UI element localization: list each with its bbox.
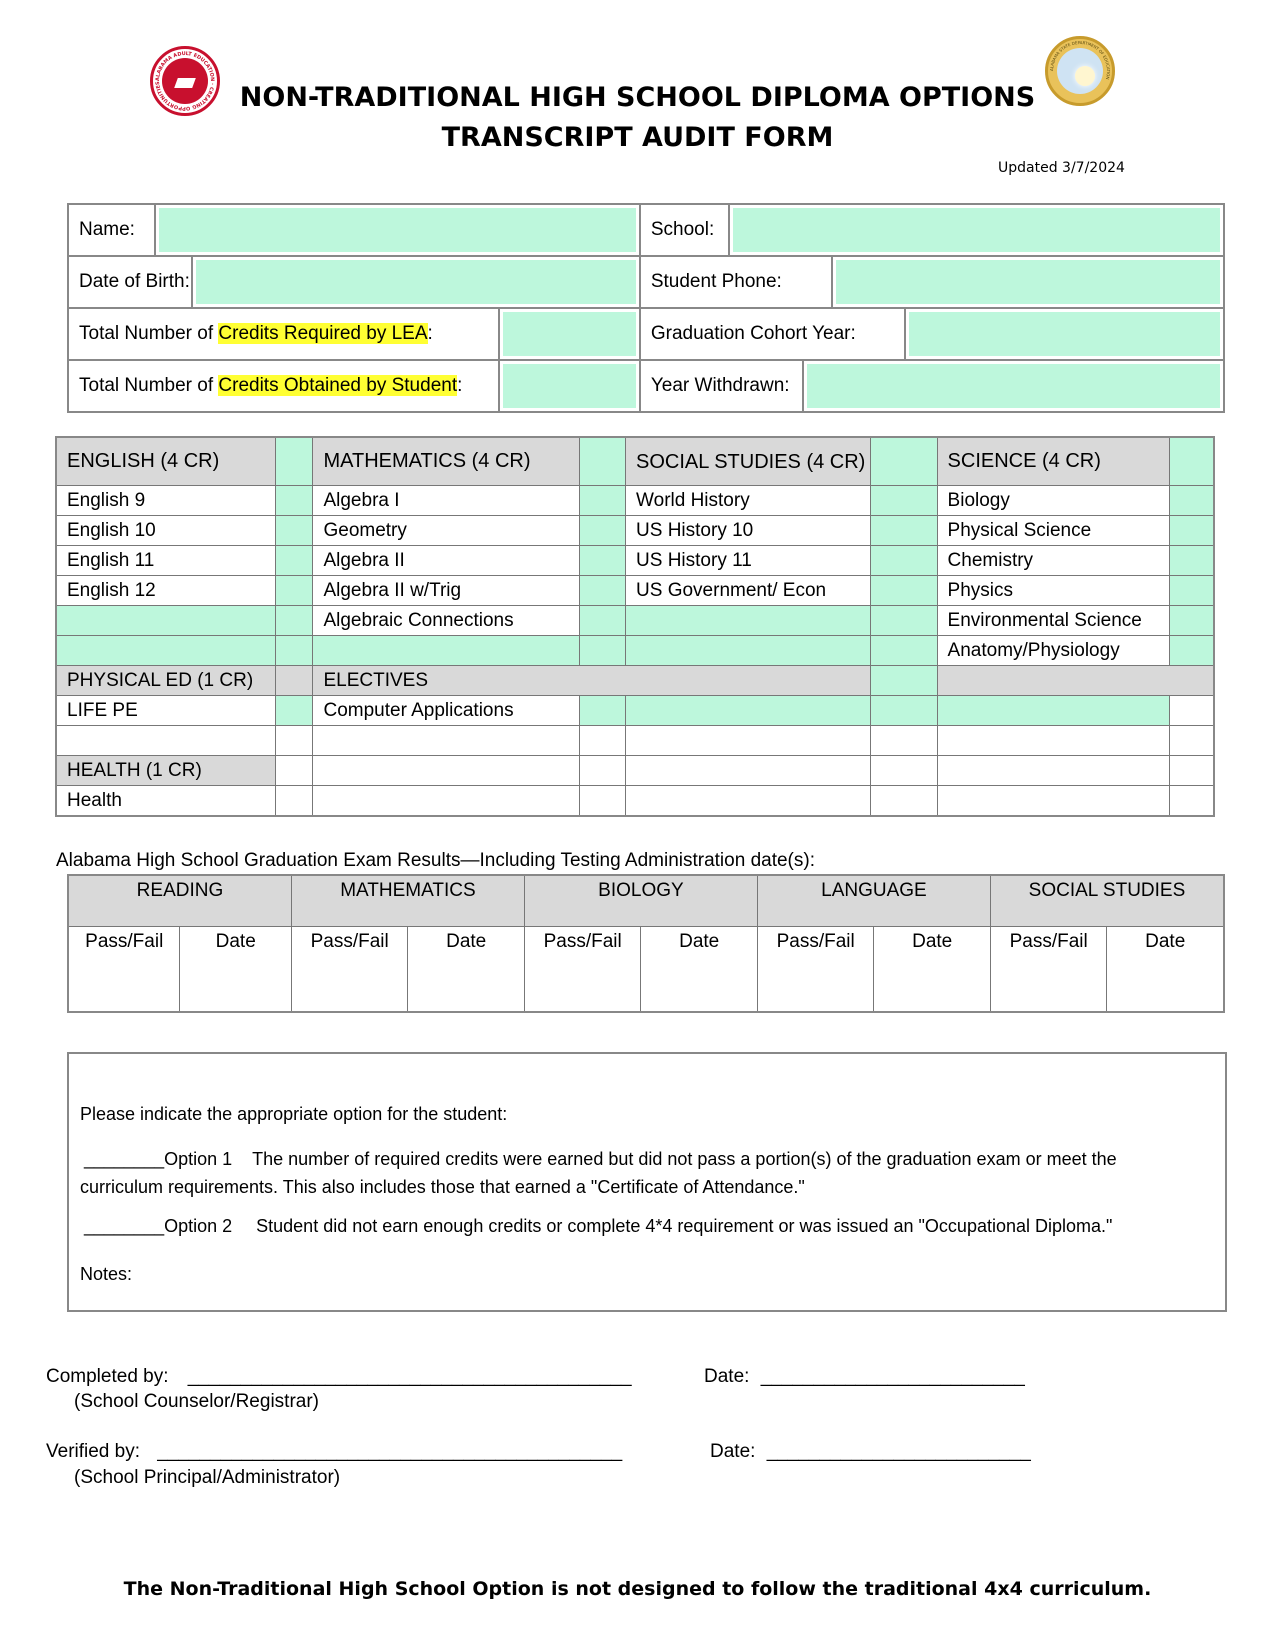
pass-fail-cell[interactable]: Pass/Fail [524, 927, 641, 1013]
credit-cell[interactable] [275, 606, 313, 636]
left-logo-text: ALABAMA ADULT EDUCATION · CREATING OPPORTUNITIES [154, 50, 216, 112]
english-extra-input[interactable] [56, 636, 275, 666]
completed-date-line [704, 1366, 1025, 1388]
english-credit-box[interactable] [275, 437, 313, 486]
social-extra-input[interactable] [626, 606, 871, 636]
course-english-12: English 12 [56, 576, 275, 606]
credit-cell[interactable] [1170, 606, 1214, 636]
footer-note: The Non-Traditional High School Option is not designed to follow the traditional 4x4 curriculum. [123, 1578, 1152, 1600]
credit-cell[interactable] [871, 516, 937, 546]
option-2-line [80, 1216, 1112, 1237]
exam-subject-mathematics: MATHEMATICS [291, 875, 524, 927]
exam-subject-social-studies: SOCIAL STUDIES [990, 875, 1224, 927]
credit-cell[interactable] [871, 576, 937, 606]
option-1-text: The number of required credits were earned but did not pass a portion(s) of the graduation exam or meet the [252, 1149, 1117, 1169]
course-us-government: US Government/ Econ [626, 576, 871, 606]
course-physical-science: Physical Science [937, 516, 1170, 546]
course-physics: Physics [937, 576, 1170, 606]
completed-by-role: (School Counselor/Registrar) [74, 1391, 319, 1412]
year-withdrawn-input[interactable] [807, 364, 1220, 408]
right-logo-text: ALABAMA STATE DEPARTMENT OF EDUCATION [1048, 39, 1112, 81]
credit-cell[interactable] [1170, 576, 1214, 606]
course-english-11: English 11 [56, 546, 275, 576]
cohort-year-label: Graduation Cohort Year: [640, 308, 905, 360]
phone-label: Student Phone: [640, 256, 832, 308]
credit-cell[interactable] [275, 636, 313, 666]
option-1-label: Option 1 [164, 1149, 233, 1169]
date-cell[interactable]: Date [180, 927, 291, 1013]
course-biology: Biology [937, 486, 1170, 516]
english-extra-input[interactable] [56, 606, 275, 636]
course-algebra-2-trig: Algebra II w/Trig [313, 576, 579, 606]
exam-subject-biology: BIOLOGY [524, 875, 757, 927]
date-cell[interactable]: Date [874, 927, 991, 1013]
course-algebra-2: Algebra II [313, 546, 579, 576]
verified-by-label: Verified by: [46, 1441, 140, 1462]
verified-date-input[interactable]: _________________________ [766, 1441, 1031, 1462]
credits-obtained-input[interactable] [503, 364, 635, 408]
elective-input[interactable] [626, 696, 871, 726]
updated-date: Updated 3/7/2024 [998, 160, 1125, 176]
verified-by-signature[interactable]: ____________________________________________ [157, 1441, 623, 1462]
cohort-year-input[interactable] [909, 312, 1220, 356]
elective-input[interactable] [937, 696, 1170, 726]
science-header: SCIENCE (4 CR) [937, 437, 1170, 486]
option-2-label: Option 2 [164, 1216, 233, 1236]
credit-cell[interactable] [1170, 546, 1214, 576]
notes-label: Notes: [80, 1264, 133, 1284]
option-1-blank[interactable]: ________ [84, 1149, 165, 1169]
page-subtitle: TRANSCRIPT AUDIT FORM [441, 122, 834, 153]
options-prompt: Please indicate the appropriate option for the student: [80, 1104, 508, 1124]
completed-date-label: Date: [704, 1366, 750, 1387]
credits-required-label: Total Number of Credits Required by LEA: [68, 308, 499, 360]
courses-table [55, 436, 1215, 817]
exam-results-table [67, 874, 1225, 1013]
verified-by-line [46, 1441, 622, 1463]
pass-fail-cell[interactable]: Pass/Fail [990, 927, 1107, 1013]
electives-header: ELECTIVES [313, 666, 871, 696]
dob-input[interactable] [196, 260, 636, 304]
date-cell[interactable]: Date [1107, 927, 1224, 1013]
credit-cell[interactable] [275, 486, 313, 516]
health-header: HEALTH (1 CR) [56, 756, 275, 786]
math-header: MATHEMATICS (4 CR) [313, 437, 579, 486]
page-title: NON-TRADITIONAL HIGH SCHOOL DIPLOMA OPTIONS [239, 82, 1036, 113]
course-algebraic-connections: Algebraic Connections [313, 606, 579, 636]
exam-subject-reading: READING [68, 875, 291, 927]
svg-text:ALABAMA STATE DEPARTMENT OF ED [1049, 40, 1111, 80]
credit-cell[interactable] [579, 636, 625, 666]
student-info-table [67, 203, 1225, 413]
course-us-history-10: US History 10 [626, 516, 871, 546]
phone-input[interactable] [836, 260, 1220, 304]
credit-cell[interactable] [579, 696, 625, 726]
course-geometry: Geometry [313, 516, 579, 546]
name-label: Name: [68, 204, 155, 256]
credit-cell[interactable] [275, 576, 313, 606]
math-extra-input[interactable] [313, 636, 579, 666]
exam-subject-language: LANGUAGE [757, 875, 990, 927]
course-health: Health [56, 786, 275, 817]
school-label: School: [640, 204, 729, 256]
dob-label: Date of Birth: [68, 256, 192, 308]
credit-cell[interactable] [871, 546, 937, 576]
math-credit-box[interactable] [579, 437, 625, 486]
course-computer-applications: Computer Applications [313, 696, 579, 726]
credit-cell[interactable] [1170, 636, 1214, 666]
completed-by-label: Completed by: [46, 1366, 169, 1387]
pe-header: PHYSICAL ED (1 CR) [56, 666, 275, 696]
credit-cell[interactable] [275, 546, 313, 576]
credit-cell[interactable] [275, 516, 313, 546]
course-english-10: English 10 [56, 516, 275, 546]
school-input[interactable] [733, 208, 1220, 252]
pass-fail-cell[interactable]: Pass/Fail [291, 927, 408, 1013]
credit-cell[interactable] [579, 486, 625, 516]
credit-cell[interactable] [579, 546, 625, 576]
credit-cell[interactable] [579, 516, 625, 546]
verified-date-line [710, 1441, 1031, 1463]
year-withdrawn-label: Year Withdrawn: [640, 360, 803, 412]
course-algebra-1: Algebra I [313, 486, 579, 516]
credit-cell[interactable] [579, 576, 625, 606]
course-life-pe: LIFE PE [56, 696, 275, 726]
credits-obtained-label: Total Number of Credits Obtained by Student: [68, 360, 499, 412]
pass-fail-cell[interactable]: Pass/Fail [757, 927, 874, 1013]
course-us-history-11: US History 11 [626, 546, 871, 576]
credit-cell[interactable] [275, 696, 313, 726]
options-box [67, 1052, 1227, 1312]
course-english-9: English 9 [56, 486, 275, 516]
option-1-text-cont: curriculum requirements. This also includes those that earned a "Certificate of Attendance." [80, 1177, 805, 1197]
course-chemistry: Chemistry [937, 546, 1170, 576]
option-1-line [80, 1149, 1117, 1170]
social-header: SOCIAL STUDIES (4 CR) [626, 437, 871, 486]
verified-by-role: (School Principal/Administrator) [74, 1467, 341, 1488]
electives-credit-box[interactable] [871, 666, 937, 696]
date-cell[interactable]: Date [408, 927, 525, 1013]
english-header: ENGLISH (4 CR) [56, 437, 275, 486]
credit-cell[interactable] [871, 486, 937, 516]
credit-cell[interactable] [871, 696, 937, 726]
verified-date-label: Date: [710, 1441, 756, 1462]
science-credit-box[interactable] [1170, 437, 1214, 486]
credit-cell[interactable] [1170, 516, 1214, 546]
course-anatomy-physiology: Anatomy/Physiology [937, 636, 1170, 666]
option-2-blank[interactable]: ________ [84, 1216, 165, 1236]
completed-date-input[interactable]: _________________________ [760, 1366, 1025, 1387]
social-extra-input[interactable] [626, 636, 871, 666]
credits-required-input[interactable] [503, 312, 635, 356]
completed-by-line [46, 1366, 632, 1388]
name-input[interactable] [159, 208, 636, 252]
option-2-text: Student did not earn enough credits or complete 4*4 requirement or was issued an "Occupational Diploma." [256, 1216, 1113, 1236]
credit-cell[interactable] [579, 606, 625, 636]
credit-cell[interactable] [871, 606, 937, 636]
social-credit-box[interactable] [871, 437, 937, 486]
course-world-history: World History [626, 486, 871, 516]
exam-results-title: Alabama High School Graduation Exam Results—Including Testing Administration date(s): [56, 850, 815, 871]
pass-fail-cell[interactable]: Pass/Fail [68, 927, 180, 1013]
date-cell[interactable]: Date [641, 927, 758, 1013]
completed-by-signature[interactable]: __________________________________________ [187, 1366, 632, 1387]
course-environmental-science: Environmental Science [937, 606, 1170, 636]
credit-cell[interactable] [1170, 486, 1214, 516]
credit-cell[interactable] [871, 636, 937, 666]
